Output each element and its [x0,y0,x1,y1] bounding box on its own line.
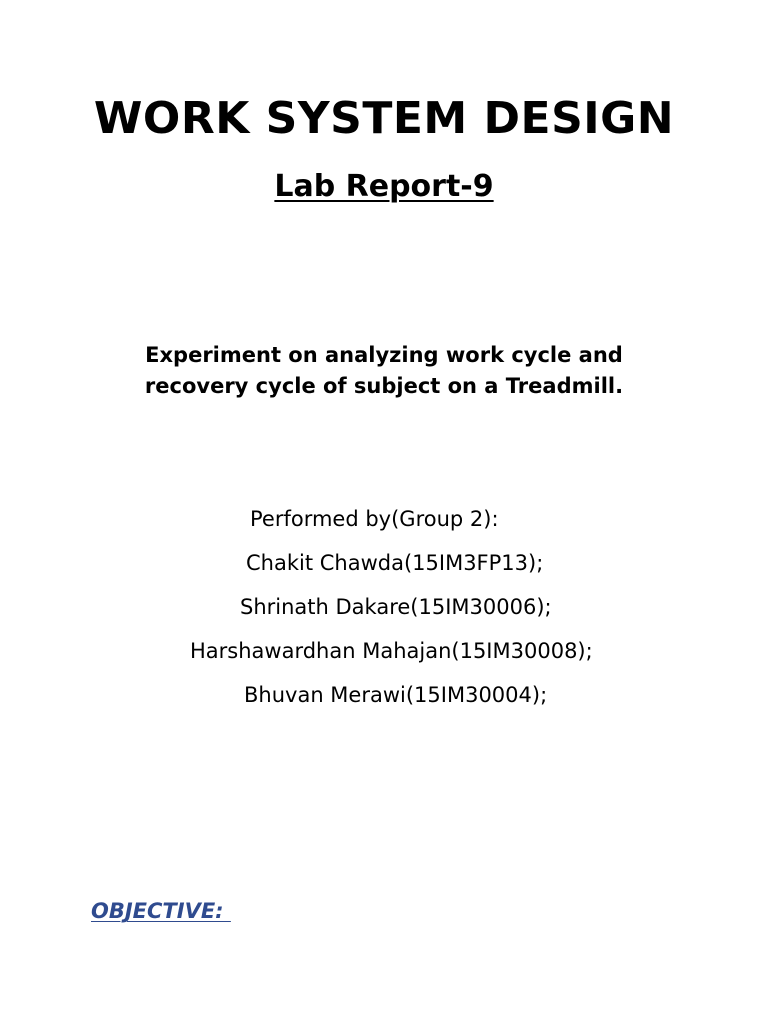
performed-by-label: Performed by(Group 2): [250,507,499,531]
objective-heading: OBJECTIVE: [91,899,231,923]
member-name: Harshawardhan Mahajan(15IM30008); [190,639,593,663]
member-name: Chakit Chawda(15IM3FP13); [246,551,544,575]
document-title: WORK SYSTEM DESIGN [93,93,675,144]
experiment-line-1: Experiment on analyzing work cycle and [145,343,623,367]
member-name: Bhuvan Merawi(15IM30004); [244,683,548,707]
experiment-line-2: recovery cycle of subject on a Treadmill. [144,374,624,398]
experiment-description [100,340,668,402]
member-name: Shrinath Dakare(15IM30006); [240,595,552,619]
document-subtitle: Lab Report-9 [274,169,494,204]
